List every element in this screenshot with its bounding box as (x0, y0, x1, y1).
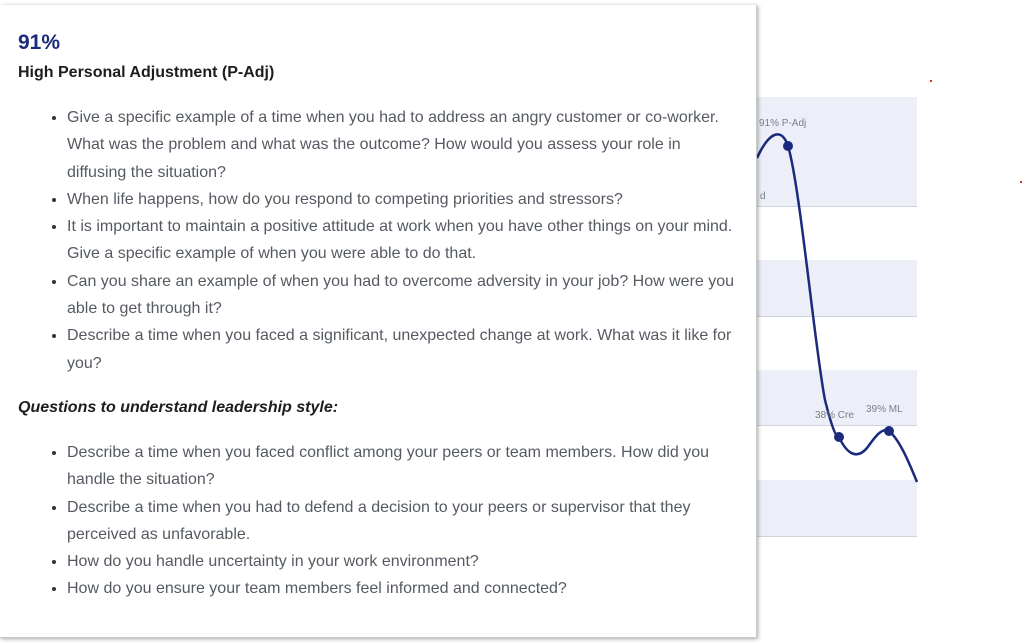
list-item: • Describe a time when you faced a significant, unexpected change at work. What was it like for you? (67, 322, 735, 377)
marker-dot (930, 80, 932, 82)
trait-title: High Personal Adjustment (P-Adj) (18, 64, 275, 81)
list-item: • Describe a time when you faced conflict among your peers or team members. How did you handle the situation? (67, 439, 735, 494)
point-label-partial: d (760, 191, 766, 202)
list-item: • It is important to maintain a positive attitude at work when you have other things on your mind. Give a specific example of when you were able to do that. (67, 213, 735, 268)
list-item: • Describe a time when you had to defend a decision to your peers or supervisor that they perceived as unfavorable. (67, 494, 735, 549)
leadership-questions-list (32, 439, 735, 603)
data-point-cre[interactable] (834, 432, 844, 442)
list-item: • When life happens, how do you respond to competing priorities and stressors? (67, 186, 735, 213)
point-label-padj: 91% P-Adj (759, 118, 807, 129)
list-item: • Can you share an example of when you had to overcome adversity in your job? How were you able to get through it? (67, 268, 735, 323)
point-label-cre: 38% Cre (815, 410, 854, 421)
trait-popup-card (0, 5, 757, 638)
list-item: • How do you ensure your team members feel informed and connected? (67, 575, 735, 602)
trait-score: 91% (18, 31, 61, 54)
interview-questions-list (32, 104, 735, 377)
leadership-section-heading: Questions to understand leadership style: (18, 399, 339, 416)
point-label-ml: 39% ML (866, 404, 903, 415)
data-point-ml[interactable] (884, 426, 894, 436)
data-point-padj[interactable] (783, 141, 793, 151)
list-item: • How do you handle uncertainty in your work environment? (67, 548, 735, 575)
list-item: • Give a specific example of a time when you had to address an angry customer or co-worker. What was the problem and what was the outcome? How would you assess your role in diffusing the situation? (67, 104, 735, 186)
marker-dot (1020, 181, 1022, 183)
